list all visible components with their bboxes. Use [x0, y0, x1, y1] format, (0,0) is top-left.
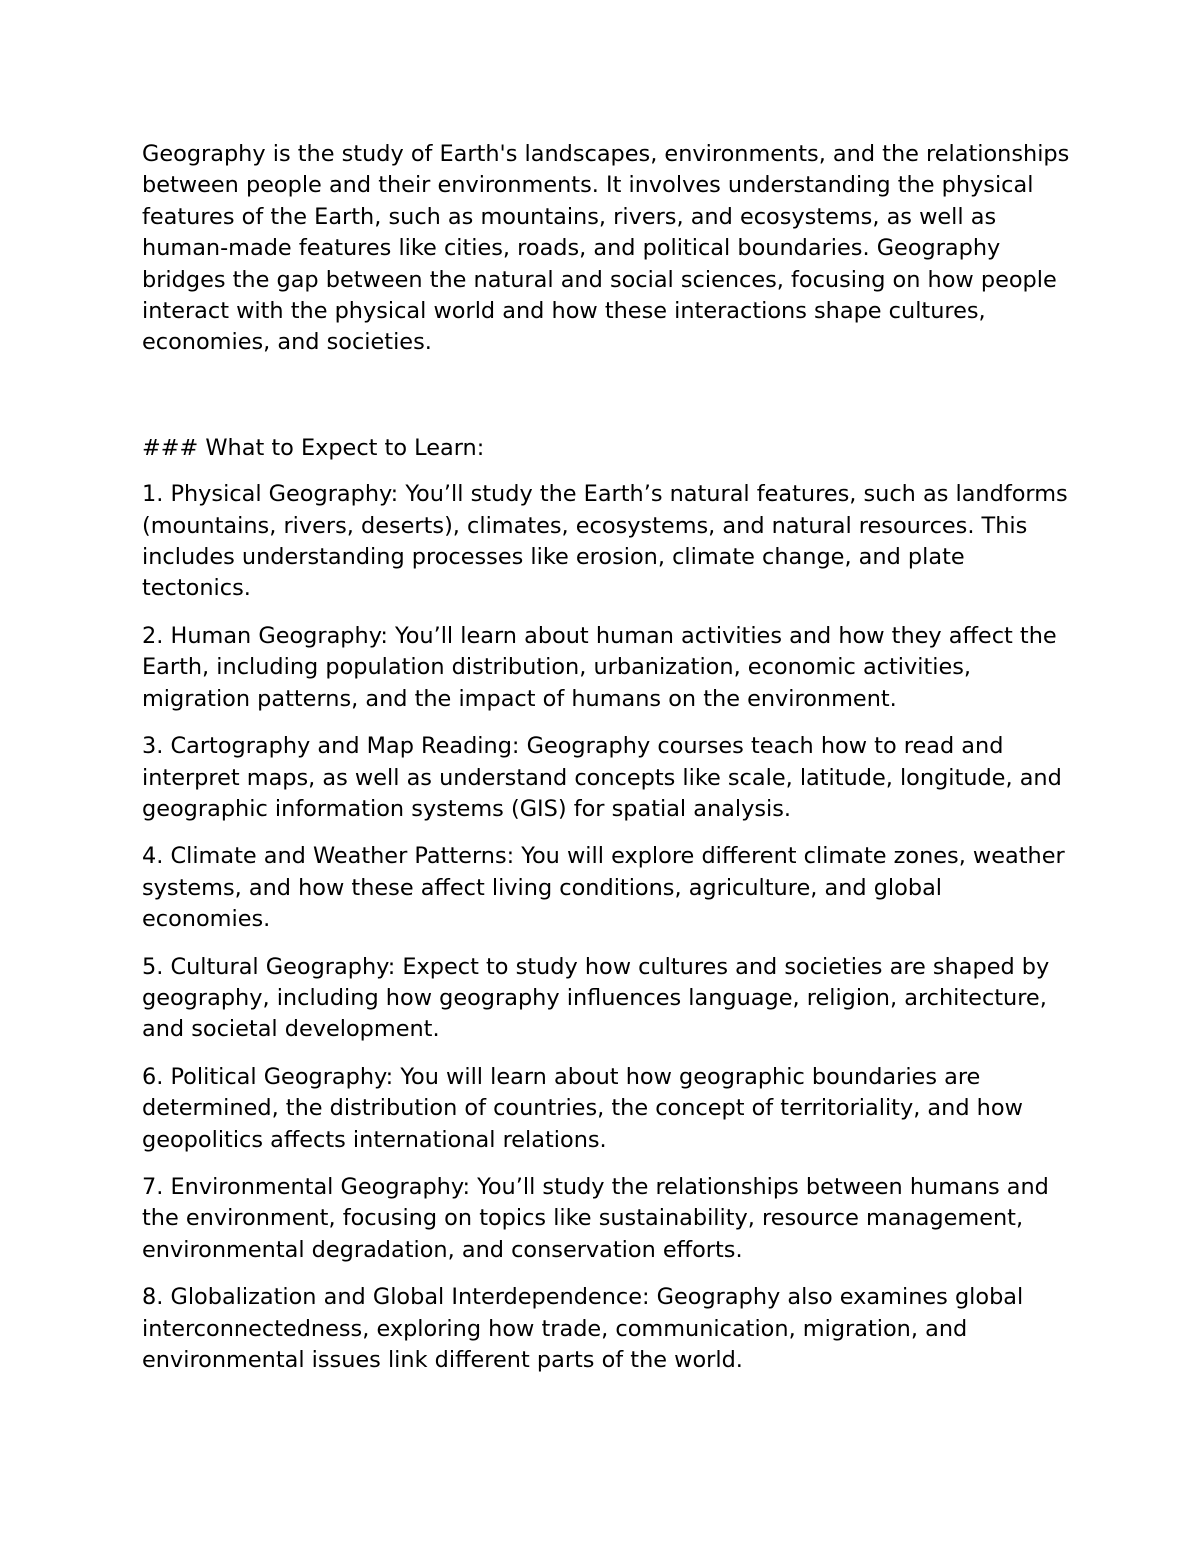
list-item-environmental-geography: 7. Environmental Geography: You’ll study the relationships between humans and the environment, focusing on topics like sustainability, resource management, environmental degradation, and conservation efforts. [142, 1173, 1049, 1263]
section-heading: ### What to Expect to Learn: [142, 434, 485, 461]
list-item-physical-geography: 1. Physical Geography: You’ll study the Earth’s natural features, such as landforms (mountains, rivers, deserts), climates, ecosystems, and natural resources. This includes understanding processes like erosion, climate change, and plate tectonics. [142, 481, 1068, 602]
list-item-globalization: 8. Globalization and Global Interdependence: Geography also examines global interconnectedness, exploring how trade, communication, migration, and environmental issues link different parts of the world. [142, 1284, 1024, 1373]
list-item-cultural-geography: 5. Cultural Geography: Expect to study how cultures and societies are shaped by geography, including how geography influences language, religion, architecture, and societal development. [142, 953, 1050, 1043]
list-item-political-geography: 6. Political Geography: You will learn about how geographic boundaries are determined, the distribution of countries, the concept of territoriality, and how geopolitics affects international relations. [142, 1063, 1023, 1153]
list-item-climate-weather: 4. Climate and Weather Patterns: You will explore different climate zones, weather systems, and how these affect living conditions, agriculture, and global economies. [142, 843, 1065, 933]
list-item-cartography: 3. Cartography and Map Reading: Geography courses teach how to read and interpret maps, as well as understand concepts like scale, latitude, longitude, and geographic information systems (GIS) for spatial analysis. [142, 733, 1062, 822]
list-item-human-geography: 2. Human Geography: You’ll learn about human activities and how they affect the Earth, including population distribution, urbanization, economic activities, migration patterns, and the impact of humans on the environment. [142, 622, 1057, 712]
intro-paragraph: Geography is the study of Earth's landscapes, environments, and the relationships between people and their environments. It involves understanding the physical features of the Earth, such as mountains, rivers, and ecosystems, as well as human-made features like cities, roads, and political boundaries. Geography bridges the gap between the natural and social sciences, focusing on how people interact with the physical world and how these interactions shape cultures, economies, and societies. [142, 141, 1070, 356]
document-body [142, 139, 1072, 1392]
